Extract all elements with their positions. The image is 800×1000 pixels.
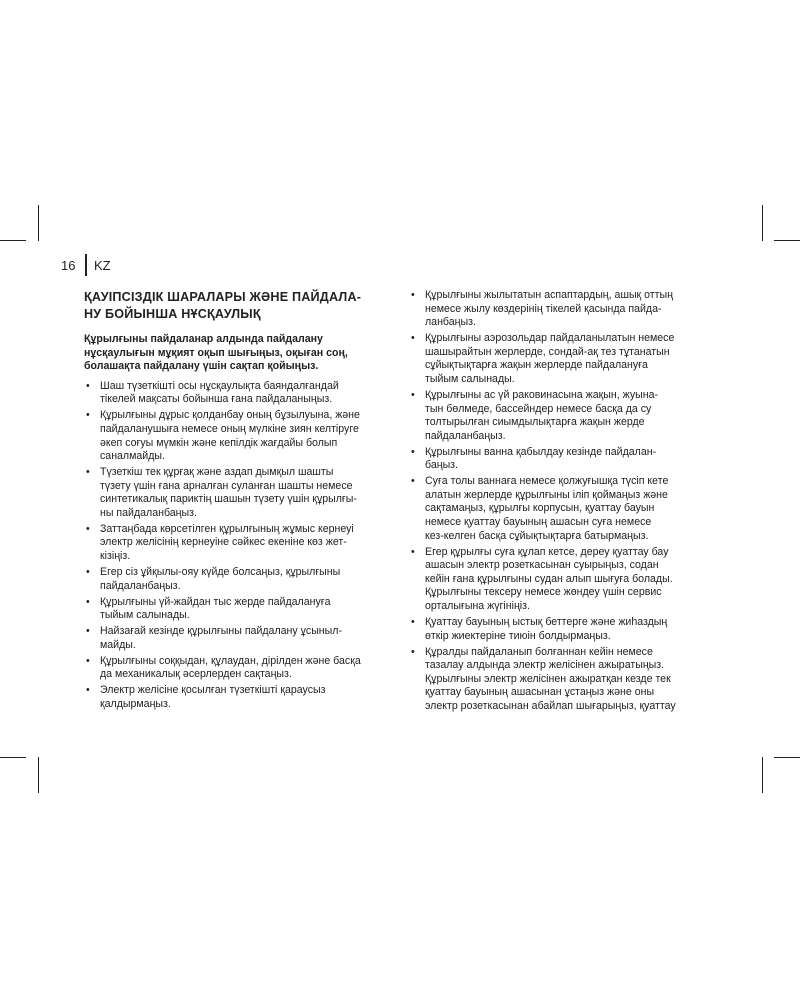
right-column (409, 289, 724, 716)
list-item-line: Құрылғыны ас үй раковинасына жақын, жуына- (425, 388, 658, 401)
list-item-line: баңыз. (425, 459, 458, 472)
list-item-line: Электр желісіне қосылған түзеткішті қараусыз (100, 684, 326, 697)
bullet-dot-icon: • (86, 522, 90, 535)
bullet-dot-icon: • (411, 388, 415, 401)
list-item-line: ны пайдаланбаңыз. (100, 506, 197, 519)
intro-line: нұсқаулығын мұқият оқып шығыңыз, оқыған соң, (84, 346, 348, 359)
bullet-dot-icon: • (86, 654, 90, 667)
list-item-line: Құрылғыны жылытатын аспаптардың, ашық оттың (425, 289, 673, 301)
list-item-line: майды. (100, 638, 136, 651)
crop-mark (38, 757, 39, 793)
bullet-dot-icon: • (86, 409, 90, 422)
list-item (84, 684, 399, 711)
list-item-line: тыйым салынады. (100, 609, 190, 622)
bullet-dot-icon: • (86, 566, 90, 579)
bullet-dot-icon: • (411, 616, 415, 628)
list-item (84, 409, 399, 463)
list-item (84, 466, 399, 520)
bullet-dot-icon: • (86, 595, 90, 608)
bullet-dot-icon: • (86, 684, 90, 697)
list-item-line: Құрылғыны соққыдан, құлаудан, дірілден және басқа (100, 654, 361, 667)
list-item-line: ашасын электр розеткасынан суырыңыз, содан (425, 559, 659, 572)
crop-mark (774, 240, 800, 241)
list-item-line: Егер құрылғы суға құлап кетсе, дереу қуаттау бау (425, 545, 669, 558)
left-column (84, 289, 399, 714)
list-item-line: пайдаланушыға немесе оның мүлкіне зиян келтіруге (100, 422, 359, 435)
section-title-line: ҚАУІПСІЗДІК ШАРАЛАРЫ ЖӘНЕ ПАЙДАЛА- (84, 290, 362, 304)
list-item-line: немесе қуаттау бауының ашасын суға немесе (425, 516, 652, 529)
safety-list-right (409, 289, 724, 714)
list-item-line: әкеп соғуы мүмкін және кепілдік жағдайы болып (100, 436, 338, 449)
crop-mark (762, 205, 763, 241)
list-item-line: толтырылған сиымдылықтарға жақын жерде (425, 416, 645, 429)
bullet-dot-icon: • (86, 379, 90, 392)
list-item-line: Құрылғыны тексеру немесе жөндеу үшін сервис (425, 586, 662, 599)
list-item-line: электр желісінің кернеуіне сәйкес екеніне көз жет- (100, 536, 347, 549)
list-item (84, 625, 399, 652)
list-item-line: Құрылғыны аэрозольдар пайдаланылатын немесе (425, 332, 675, 345)
list-item-line: Құралды пайдаланып болғаннан кейін немесе (425, 645, 653, 658)
page-number-divider (85, 254, 87, 276)
list-item-line: сақтамаңыз, құрылғы корпусын, қуаттау бауын (425, 502, 655, 515)
list-item-line: пайдаланбаңыз. (425, 429, 506, 442)
list-item-line: Түзеткіш тек құрғақ және аздап дымқыл шашты (100, 466, 334, 479)
intro-paragraph (84, 333, 399, 374)
list-item-line: Заттаңбада көрсетілген құрылғының жұмыс кернеуі (100, 522, 354, 535)
bullet-dot-icon: • (411, 475, 415, 488)
list-item-line: тын бөлмеде, бассейндер немесе басқа да су (425, 402, 652, 415)
list-item-line: қуаттау бауының ашасынан ұстаңыз және оны (425, 686, 655, 699)
list-item-line: ланбаңыз. (425, 316, 476, 329)
list-item-line: Құрылғыны үй-жайдан тыс жерде пайдалануға (100, 595, 331, 608)
list-item (409, 332, 724, 386)
list-item (84, 596, 399, 623)
crop-mark (762, 757, 763, 793)
list-item-line: түзету үшін ғана арналған суланған шашты немесе (100, 479, 353, 492)
crop-mark (0, 757, 26, 758)
bullet-dot-icon: • (411, 332, 415, 345)
list-item (409, 646, 724, 714)
list-item-line: өткір жиектеріне тиюін болдырмаңыз. (425, 629, 611, 642)
crop-mark (774, 757, 800, 758)
list-item-line: Құрылғыны дұрыс қолданбау оның бұзылуына, және (100, 409, 360, 422)
crop-mark (38, 205, 39, 241)
section-title-line: НУ БОЙЫНША НҰСҚАУЛЫҚ (84, 306, 261, 321)
list-item-line: немесе жылу көздерінің тікелей қасында пайда- (425, 302, 662, 315)
list-item-line: кез-келген басқа сұйықтықтарға батырмаңыз. (425, 529, 649, 542)
list-item (84, 523, 399, 564)
list-item-line: қалдырмаңыз. (100, 697, 171, 710)
list-item-line: Шаш түзеткішті осы нұсқаулықта баяндалғандай (100, 379, 339, 392)
bullet-dot-icon: • (86, 466, 90, 479)
intro-line: Құрылғыны пайдаланар алдында пайдалану (84, 333, 323, 345)
list-item-line: тыйым салынады. (425, 372, 515, 385)
list-item-line: пайдаланбаңыз. (100, 579, 181, 592)
list-item-line: кізіңіз. (100, 550, 131, 563)
language-code: KZ (94, 258, 111, 273)
list-item (84, 655, 399, 682)
list-item (409, 616, 724, 643)
section-title (84, 289, 399, 322)
list-item-line: тазалау алдында электр желісінен ажыратыңыз. (425, 659, 665, 672)
list-item-line: орталығына жүгініңіз. (425, 600, 530, 613)
list-item-line: Найзағай кезінде құрылғыны пайдалану ұсыныл- (100, 625, 342, 638)
list-item-line: Егер сіз ұйқылы-ояу күйде болсаңыз, құрылғыны (100, 566, 341, 579)
page-number: 16 (61, 258, 76, 273)
list-item (409, 546, 724, 614)
bullet-dot-icon: • (411, 445, 415, 458)
bullet-dot-icon: • (411, 545, 415, 558)
intro-line: болашақта пайдалану үшін сақтап қойыңыз. (84, 360, 319, 373)
list-item-line: электр розеткасынан абайлап шығарыңыз, қуаттау (425, 699, 676, 712)
list-item-line: Құрылғыны ванна қабылдау кезінде пайдалан- (425, 445, 657, 458)
bullet-dot-icon: • (86, 625, 90, 638)
list-item-line: алатын жерлерде құрылғыны іліп қоймаңыз және (425, 488, 668, 501)
safety-list-left (84, 380, 399, 712)
list-item-line: Суға толы ваннаға немесе қолжуғышқа түсіп кете (425, 475, 669, 488)
list-item-line: тікелей мақсаты бойынша ғана пайдаланыңыз. (100, 393, 333, 406)
list-item-line: саналмайды. (100, 450, 165, 463)
list-item-line: синтетикалық париктің шашын түзету үшін құрылғы- (100, 493, 357, 506)
list-item-line: шашырайтын жерлерде, сондай-ақ тез тұтанатын (425, 345, 670, 358)
list-item-line: Құрылғыны электр желісінен ажыратқан кезде тек (425, 672, 671, 685)
list-item-line: Қуаттау бауының ыстық беттерге және жиһаздың (425, 616, 668, 628)
list-item (84, 380, 399, 407)
list-item-line: сұйықтықтарға жақын жерлерде пайдалануға (425, 359, 648, 372)
bullet-dot-icon: • (411, 645, 415, 658)
crop-mark (0, 240, 26, 241)
list-item (84, 566, 399, 593)
list-item-line: да механикалық әсерлерден сақтаңыз. (100, 668, 292, 681)
list-item-line: кейін ғана құрылғыны судан алып шығуға болады. (425, 572, 673, 585)
list-item (409, 446, 724, 473)
bullet-dot-icon: • (411, 289, 415, 301)
list-item (409, 475, 724, 543)
list-item (409, 289, 724, 330)
list-item (409, 389, 724, 443)
